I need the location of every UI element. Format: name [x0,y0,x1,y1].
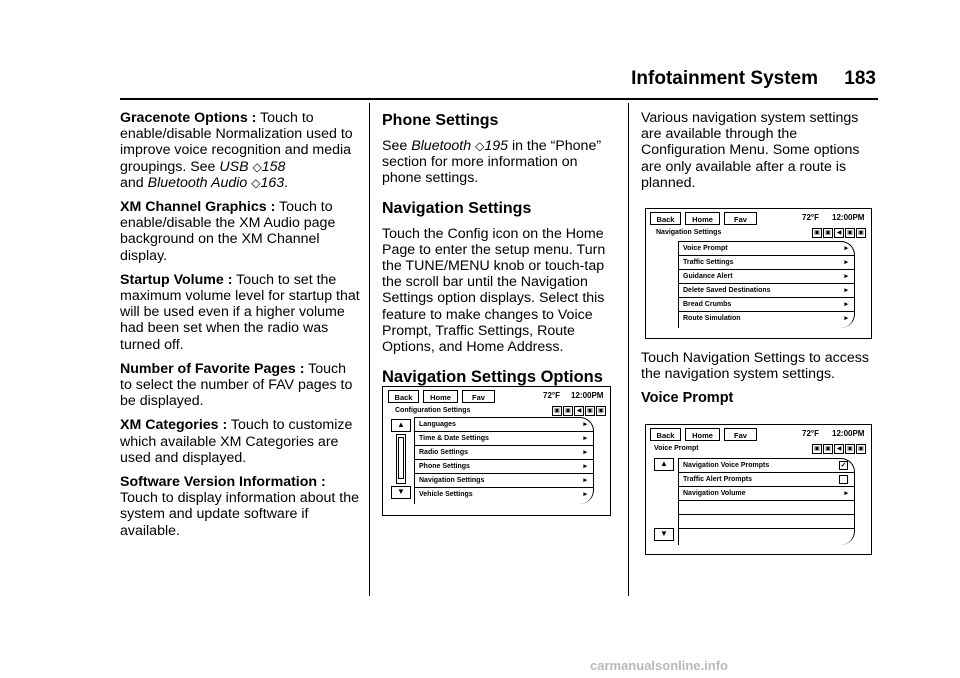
voice-prompt-heading: Voice Prompt [641,390,734,407]
status-icons [552,406,606,416]
status-icon: ▣ [812,228,822,238]
chevron-right-icon: ▸ [844,273,848,280]
software-version-text: Touch to display information about the system and update software if available. [120,490,359,539]
ref-arrow-icon: ◇ [252,159,262,174]
menu-item-label: Languages [419,421,456,428]
clock-readout: 12:00PM [832,213,865,222]
menu-item-label: Delete Saved Destinations [683,287,771,294]
screen-title: Configuration Settings [395,407,471,414]
scroll-up-button[interactable]: ▲ [391,419,411,432]
navigation-settings-paragraph: Touch the Config icon on the Home Page to enter the setup menu. Turn the TUNE/MENU knob or touch-tap the scroll bar until the Navigation Settings option displays. Select this feature to make changes to Voice Prompt, Traffic Settings, Route Options, and Home Address. [382,225,606,356]
phone-settings-heading: Phone Settings [382,112,499,129]
scrollbar-thumb[interactable] [398,437,404,479]
menu-item-navigation-voice-prompts[interactable] [679,459,854,473]
xm-categories-term: XM Categories : [120,417,228,434]
status-icon: ▣ [596,406,606,416]
menu-item-traffic-settings[interactable] [679,256,854,270]
menu-item-label: Time & Date Settings [419,435,489,442]
page-header [120,64,878,100]
menu-item-navigation-volume[interactable] [679,487,854,501]
menu-item-empty [679,515,854,529]
menu-item-voice-prompt[interactable] [679,242,854,256]
menu-item-languages[interactable] [415,418,593,432]
phone-settings-text: in the “Phone” section for more information on phone settings. [382,138,602,187]
chevron-right-icon: ▸ [844,245,848,252]
phone-see: See [382,138,412,154]
column-divider [628,103,629,596]
fav-button[interactable]: Fav [462,390,495,403]
bluetooth-audio-page-ref[interactable]: 163 [260,174,285,191]
home-button[interactable]: Home [685,428,720,441]
clock-readout: 12:00PM [571,391,604,400]
touch-navigation-paragraph: Touch Navigation Settings to access the navigation system settings. [641,350,869,383]
status-icon: ▣ [845,228,855,238]
menu-item-bread-crumbs[interactable] [679,298,854,312]
menu-item-label: Traffic Alert Prompts [683,476,752,483]
column-middle [382,110,614,397]
menu-item-label: Traffic Settings [683,259,734,266]
speaker-icon: ◀ [834,228,844,238]
column-right [641,110,879,199]
scroll-up-button[interactable]: ▲ [654,458,674,471]
status-icon: ▣ [823,228,833,238]
xm-channel-graphics-term: XM Channel Graphics : [120,199,276,216]
back-button[interactable]: Back [388,390,419,403]
clock-readout: 12:00PM [832,429,865,438]
menu-item-vehicle-settings[interactable] [415,488,593,501]
status-icons [812,444,866,454]
startup-volume-term: Startup Volume : [120,271,233,288]
status-icon: ▣ [856,228,866,238]
chevron-right-icon: ▸ [844,301,848,308]
watermark: carmanualsonline.info [590,658,728,673]
temperature-readout: 72°F [543,391,560,400]
menu-item-phone-settings[interactable] [415,460,593,474]
scroll-down-button[interactable]: ▼ [391,486,411,499]
phone-settings-paragraph [382,138,614,187]
menu-item-label: Navigation Voice Prompts [683,462,770,469]
ref-arrow-icon: ◇ [475,139,485,153]
scrollbar[interactable] [396,434,406,484]
temperature-readout: 72°F [802,213,819,222]
column-left [120,110,360,547]
chevron-right-icon: ▸ [844,490,848,497]
checkbox-unchecked-icon[interactable] [839,475,848,484]
chevron-right-icon: ▸ [844,287,848,294]
checkbox-checked-icon[interactable]: ✓ [840,462,847,469]
usb-page-ref[interactable]: 158 [261,158,286,175]
home-button[interactable]: Home [423,390,458,403]
software-version-paragraph [120,474,360,539]
favorite-pages-paragraph [120,361,360,410]
navigation-settings-heading: Navigation Settings [382,199,532,217]
status-icon: ▣ [585,406,595,416]
scroll-down-button[interactable]: ▼ [654,528,674,541]
bluetooth-page-ref[interactable]: 195 [484,138,508,154]
navigation-intro-paragraph: Various navigation system settings are available through the Configuration Menu. Some options are only available after a route is planned. [641,110,860,191]
chevron-right-icon: ▸ [583,491,587,498]
menu-item-label: Voice Prompt [683,245,728,252]
configuration-menu-list [414,417,594,504]
bluetooth-link[interactable]: Bluetooth [411,138,472,154]
favorite-pages-text: Touch to select the number of FAV pages to be displayed. [120,360,353,410]
xm-channel-graphics-text: Touch to enable/disable the XM Audio page background on the XM Channel display. [120,199,336,264]
xm-categories-paragraph [120,417,360,466]
usb-link[interactable]: USB [219,158,249,175]
column-divider [369,103,370,596]
column-right-lower [641,350,879,413]
speaker-icon: ◀ [834,444,844,454]
status-icon: ▣ [563,406,573,416]
screen-title: Voice Prompt [654,445,699,452]
status-icons [812,228,866,238]
menu-item-label: Phone Settings [419,463,470,470]
menu-item-navigation-settings[interactable] [415,474,593,488]
chevron-right-icon: ▸ [844,315,848,322]
back-button[interactable]: Back [650,428,681,441]
startup-volume-text: Touch to set the maximum volume level for startup that will be used even if a higher volume had been set when the radio was turned off. [120,271,360,353]
chevron-right-icon: ▸ [583,449,587,456]
menu-item-guidance-alert[interactable] [679,270,854,284]
favorite-pages-term: Number of Favorite Pages : [120,360,305,377]
chevron-right-icon: ▸ [583,435,587,442]
menu-item-label: Radio Settings [419,449,469,456]
gracenote-and: and [120,174,148,191]
temperature-readout: 72°F [802,429,819,438]
startup-volume-paragraph [120,272,360,353]
menu-item-delete-saved-destinations[interactable] [679,284,854,298]
xm-categories-text: Touch to customize which available XM Categories are used and displayed. [120,417,353,466]
gracenote-options-paragraph [120,110,360,191]
configuration-settings-screen [382,386,611,516]
chevron-right-icon: ▸ [583,477,587,484]
page-number: 183 [844,68,876,89]
menu-item-label: Vehicle Settings [419,491,473,498]
fav-button[interactable]: Fav [724,428,757,441]
gracenote-end: . [284,174,289,191]
chevron-right-icon: ▸ [583,463,587,470]
voice-prompt-menu-list [678,458,855,545]
status-icon: ▣ [552,406,562,416]
navigation-settings-options-heading: Navigation Settings Options [382,368,603,387]
ref-arrow-icon: ◇ [251,175,261,190]
navigation-settings-screen [645,208,872,339]
status-icon: ▣ [856,444,866,454]
navigation-menu-list [678,241,855,328]
gracenote-text: Touch to enable/disable Normalization used to improve voice recognition and media groupings. See [120,110,353,175]
menu-item-time-date-settings[interactable] [415,432,593,446]
menu-item-label: Navigation Settings [419,477,485,484]
menu-item-radio-settings[interactable] [415,446,593,460]
menu-item-traffic-alert-prompts[interactable] [679,473,854,487]
chevron-right-icon: ▸ [844,259,848,266]
voice-prompt-screen [645,424,872,555]
speaker-icon: ◀ [574,406,584,416]
bluetooth-audio-link[interactable]: Bluetooth Audio [147,174,248,191]
section-title: Infotainment System [631,68,818,89]
menu-item-label: Navigation Volume [683,490,746,497]
gracenote-options-term: Gracenote Options : [120,110,257,126]
fav-button[interactable]: Fav [724,212,757,225]
menu-item-route-simulation[interactable] [679,312,854,325]
menu-item-label: Guidance Alert [683,273,733,280]
menu-item-label: Route Simulation [683,315,741,322]
screen-title: Navigation Settings [656,229,722,236]
menu-item-empty [679,501,854,515]
status-icon: ▣ [823,444,833,454]
status-icon: ▣ [812,444,822,454]
home-button[interactable]: Home [685,212,720,225]
status-icon: ▣ [845,444,855,454]
back-button[interactable]: Back [650,212,681,225]
menu-item-label: Bread Crumbs [683,301,732,308]
menu-item-empty [679,529,854,542]
chevron-right-icon: ▸ [583,421,587,428]
xm-channel-graphics-paragraph [120,199,360,264]
software-version-term: Software Version Information : [120,474,326,491]
